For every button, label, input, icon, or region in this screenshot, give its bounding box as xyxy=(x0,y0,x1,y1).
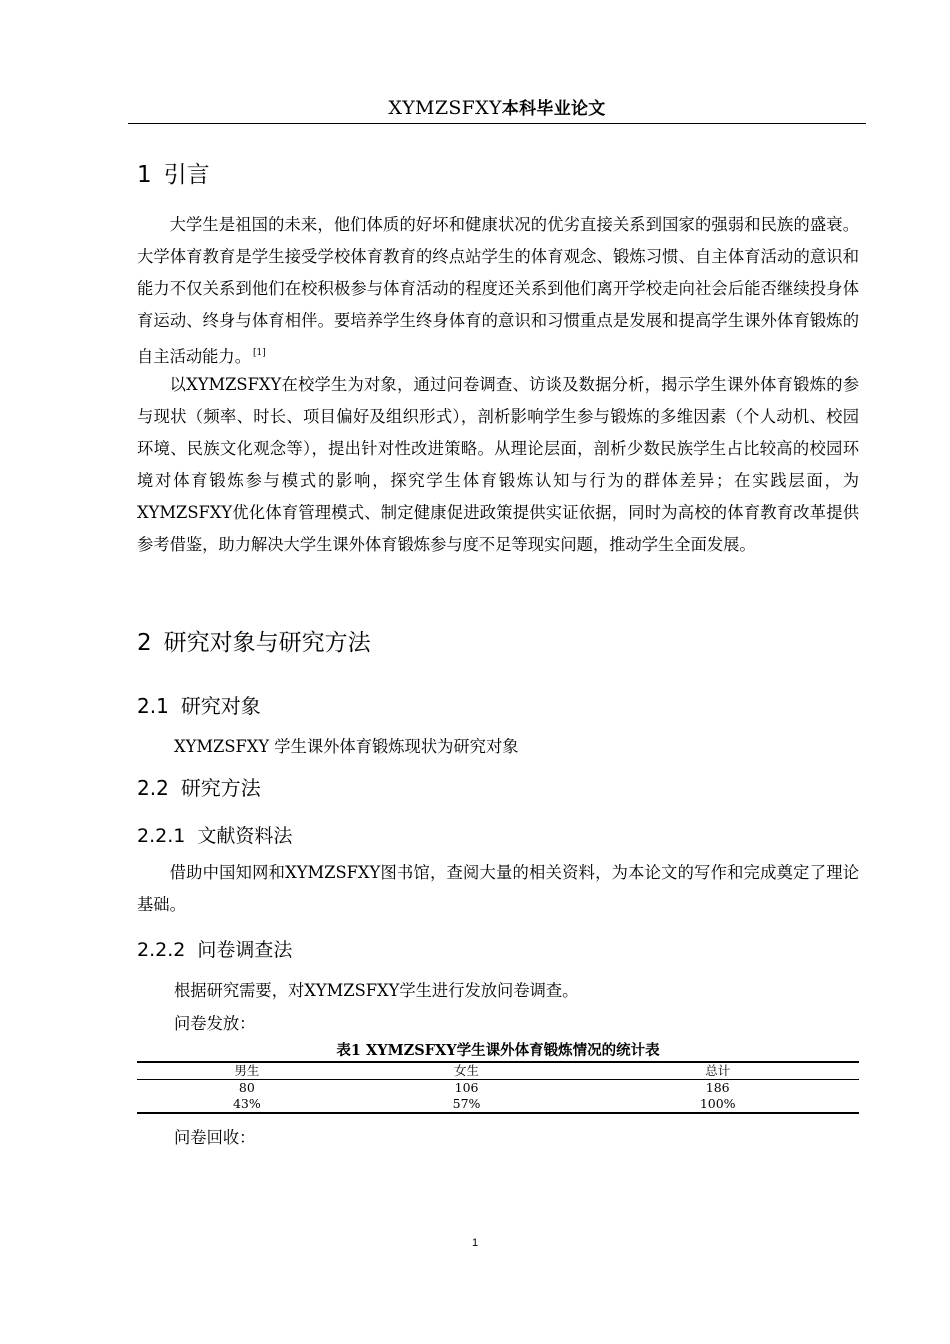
paragraph-intro-2 xyxy=(137,369,859,561)
section-title: 引言 xyxy=(163,162,210,188)
table-cell: 80 xyxy=(238,1080,255,1095)
section-number: 2.2.1 xyxy=(137,825,186,847)
section-2-heading xyxy=(137,624,371,657)
table-cell: 186 xyxy=(705,1080,730,1095)
page-header xyxy=(128,94,866,119)
table-cell: 100% xyxy=(576,1096,859,1113)
paragraph-literature-method xyxy=(137,857,859,921)
research-object-text: XYMZSFXY 学生课外体育锻炼现状为研究对象 xyxy=(174,737,519,756)
table-row xyxy=(137,1080,859,1097)
section-title: 研究对象 xyxy=(180,694,261,718)
citation-ref: [1] xyxy=(252,348,266,358)
table-row xyxy=(137,1096,859,1113)
table-cell: 57% xyxy=(357,1096,577,1113)
paragraph-text: 大学生是祖国的未来，他们体质的好坏和健康状况的优劣直接关系到国家的强弱和民族的盛衰。大学体育教育是学生接受学校体育教育的终点站学生的体育观念、锻炼习惯、自主体育活动的意识和能力不仅关系到他们在校积极参与体育活动的程度还关系到他们离开学校走向社会后能否继续投身体育运动、终身与体育相伴。要培养学生终身体育的意识和习惯重点是发展和提高学生课外体育锻炼的自主活动能力。 xyxy=(137,215,859,366)
section-1-heading xyxy=(137,156,210,189)
table-header-row xyxy=(137,1062,859,1080)
section-2-1-heading xyxy=(137,690,261,719)
header-divider xyxy=(128,123,866,124)
table-cell: 106 xyxy=(454,1080,479,1095)
column-header-male: 男生 xyxy=(137,1062,357,1080)
survey-collection-label: 问卷回收： xyxy=(174,1128,256,1147)
header-title: 本科毕业论文 xyxy=(501,99,606,119)
table-cell: 43% xyxy=(137,1096,357,1113)
survey-description: 根据研究需要，对XYMZSFXY学生进行发放问卷调查。 xyxy=(174,981,579,1000)
survey-distribution-label: 问卷发放： xyxy=(174,1014,256,1033)
section-title: 问卷调查法 xyxy=(197,939,293,961)
section-2-2-1-heading xyxy=(137,821,292,848)
paragraph-intro-1 xyxy=(137,209,859,373)
section-2-2-2-heading xyxy=(137,935,292,962)
page-number: 1 xyxy=(471,1237,479,1249)
section-number: 2.1 xyxy=(137,694,169,718)
paragraph-text: 以XYMZSFXY在校学生为对象，通过问卷调查、访谈及数据分析，揭示学生课外体育锻炼的参与现状（频率、时长、项目偏好及组织形式），剖析影响学生参与锻炼的多维因素（个人动机、校园环境、民族文化观念等），提出针对性改进策略。从理论层面，剖析少数民族学生占比较高的校园环境对体育锻炼参与模式的影响，探究学生体育锻炼认知与行为的群体差异；在实践层面，为XYMZSFXY优化体育管理模式、制定健康促进政策提供实证依据，同时为高校的体育教育改革提供参考借鉴，助力解决大学生课外体育锻炼参与度不足等现实问题，推动学生全面发展。 xyxy=(137,375,859,554)
section-number: 2.2.2 xyxy=(137,939,186,961)
table-caption: 表1 XYMZSFXY学生课外体育锻炼情况的统计表 xyxy=(336,1042,660,1059)
column-header-female: 女生 xyxy=(357,1062,577,1080)
section-number: 1 xyxy=(137,162,152,188)
section-number: 2.2 xyxy=(137,776,169,800)
section-2-2-heading xyxy=(137,772,261,801)
statistics-table xyxy=(137,1061,859,1114)
paragraph-text: 借助中国知网和XYMZSFXY图书馆，查阅大量的相关资料，为本论文的写作和完成奠定了理论基础。 xyxy=(137,863,859,914)
section-title: 研究对象与研究方法 xyxy=(163,630,371,656)
section-number: 2 xyxy=(137,630,152,656)
section-title: 研究方法 xyxy=(180,776,261,800)
section-title: 文献资料法 xyxy=(197,825,293,847)
column-header-total: 总计 xyxy=(576,1062,859,1080)
header-school: XYMZSFXY xyxy=(388,97,502,119)
